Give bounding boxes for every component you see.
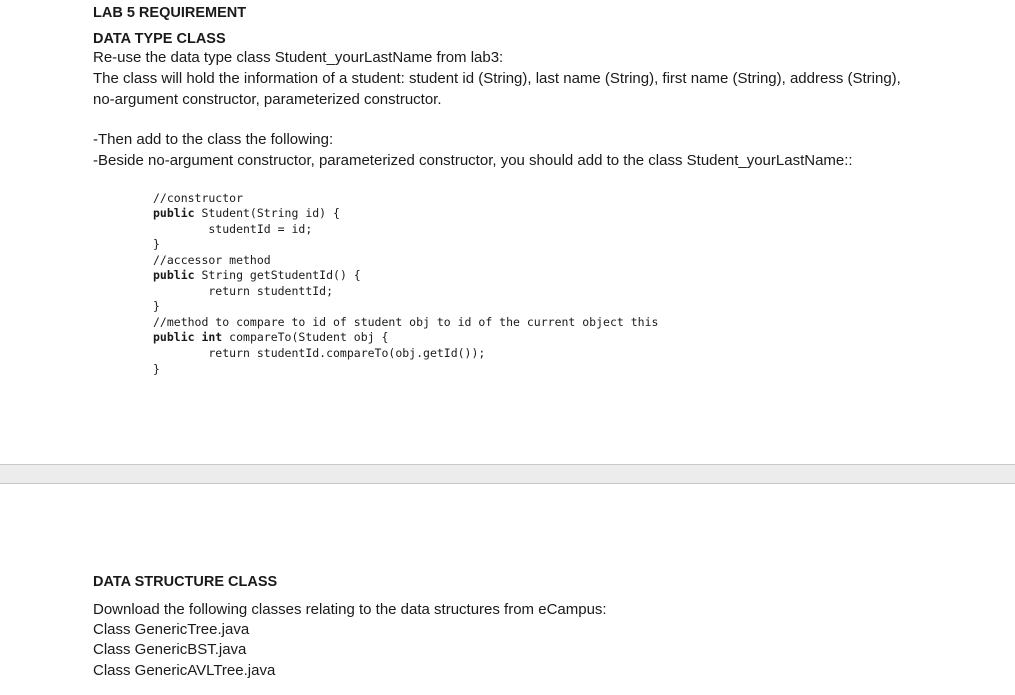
code-text: Student(String id) { — [194, 206, 340, 220]
code-keyword: public int — [153, 330, 223, 344]
class-list-item: Class GenericAVLTree.java — [93, 662, 276, 679]
code-line: studentId = id; — [153, 222, 313, 236]
data-type-class-heading: DATA TYPE CLASS — [93, 31, 226, 47]
paragraph-line: Download the following classes relating to the data structures from eCampus: — [93, 601, 607, 618]
page-separator — [0, 464, 1015, 484]
code-line — [153, 330, 388, 346]
paragraph-line: no-argument constructor, parameterized constructor. — [93, 91, 442, 108]
document-page-2 — [0, 484, 1015, 695]
code-line — [153, 206, 340, 222]
code-comment: //constructor — [153, 191, 244, 205]
lab-title: LAB 5 REQUIREMENT — [93, 5, 247, 21]
code-line: } — [153, 299, 160, 313]
paragraph-line: The class will hold the information of a student: student id (String), last name (String), first name (String), address (String), — [93, 70, 901, 87]
paragraph-line: -Then add to the class the following: — [93, 131, 334, 148]
class-list-item: Class GenericBST.java — [93, 641, 247, 658]
paragraph-line: -Beside no-argument constructor, parameterized constructor, you should add to the class Student_yourLastName:: — [93, 152, 853, 169]
class-list-item: Class GenericTree.java — [93, 621, 250, 638]
code-line: } — [153, 362, 160, 376]
code-line: return studentId.compareTo(obj.getId()); — [153, 346, 486, 360]
data-structure-class-heading: DATA STRUCTURE CLASS — [93, 574, 278, 590]
code-keyword: public — [153, 206, 195, 220]
code-comment: //method to compare to id of student obj to id of the current object this — [153, 315, 659, 329]
code-line: return studenttId; — [153, 284, 334, 298]
code-text: String getStudentId() { — [194, 268, 361, 282]
code-comment: //accessor method — [153, 253, 271, 267]
code-line — [153, 268, 361, 284]
paragraph-line: Re-use the data type class Student_yourLastName from lab3: — [93, 49, 504, 66]
code-keyword: public — [153, 268, 195, 282]
code-text: compareTo(Student obj { — [222, 330, 389, 344]
code-line: } — [153, 237, 160, 251]
